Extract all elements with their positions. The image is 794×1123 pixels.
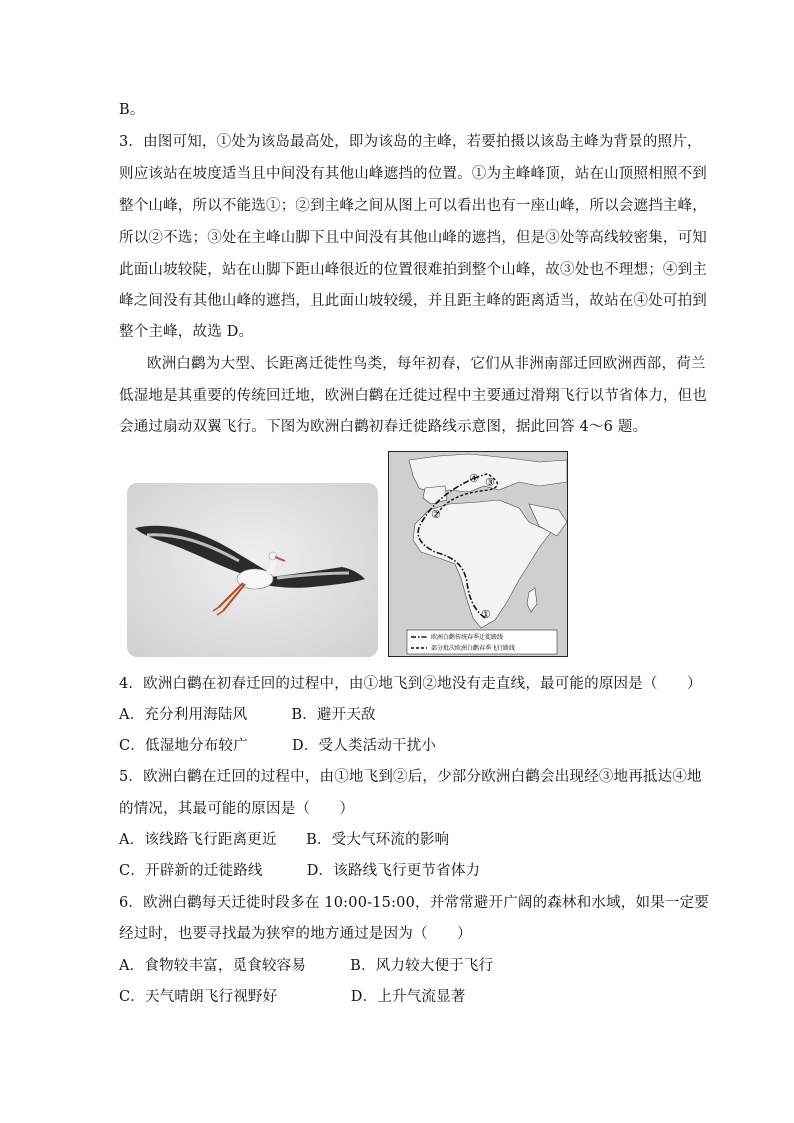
passage-line-3: 会通过扇动双翼飞行。下图为欧洲白鹳初春迁徙路线示意图，据此回答 4～6 题。 [119,419,648,435]
passage-line-2: 低湿地是其重要的传统回迁地，欧洲白鹳在迁徙过程中主要通过滑翔飞行以节省体力，但也 [119,388,707,404]
question-4-options-cd: C．低湿地分布较广 D．受人类活动干扰小 [119,738,437,754]
marker-4: ④ [469,472,479,485]
explanation-line-2: 则应该站在坡度适当且中间没有其他山峰遮挡的位置。①为主峰峰顶，站在山顶照相照不到 [119,166,707,182]
question-5-options-cd: C．开辟新的迁徙路线 D．该路线飞行更节省体力 [119,863,481,879]
stork-illustration [127,483,378,657]
legend-dashed-label: 部分批次欧洲白鹳春季飞行路线 [431,645,516,652]
explanation-line-4: 所以②不选；③处在主峰山脚下且中间没有其他山峰的遮挡，但是③处等高线较密集，可知 [119,230,707,246]
passage-line-1: 欧洲白鹳为大型、长距离迁徙性鸟类，每年初春，它们从非洲南部迁回欧洲西部，荷兰 [147,356,706,372]
question-6-line-1: 6．欧洲白鹳每天迁徙时段多在 10:00-15:00，并常常避开广阔的森林和水域，如果一定要 [119,895,710,911]
stork-photo [127,483,378,657]
marker-1: ① [481,608,491,621]
question-4-options-ab: A．充分利用海陆风 B．避开天敌 [119,707,376,723]
explanation-line-1: 3．由图可知，①处为该岛最高处，即为该岛的主峰，若要拍摄以该岛主峰为背景的照片， [119,134,702,150]
marker-3: ③ [485,476,495,489]
explanation-line-3: 整个山峰，所以不能选①；②到主峰之间从图上可以看出也有一座山峰，所以会遮挡主峰， [119,198,707,214]
explanation-line-5: 此面山坡较陡，站在山脚下距山峰很近的位置很难拍到整个山峰，故③处也不理想；④到主 [119,262,707,278]
question-6-options-cd: C．天气晴朗飞行视野好 D．上升气流显著 [119,989,466,1005]
explanation-line-7: 整个主峰，故选 D。 [119,324,254,340]
question-6-line-2: 经过时，也要寻找最为狭窄的地方通过是因为（ ） [119,926,472,942]
migration-map [388,451,568,657]
explanation-line-6: 峰之间没有其他山峰的遮挡，且此面山坡较缓，并且距主峰的距离适当，故站在④处可拍到 [119,293,707,309]
question-5-line-1: 5．欧洲白鹳在迁回的过程中，由①地飞到②后，少部分欧洲白鹳会出现经③地再抵达④地 [119,769,702,785]
question-6-options-ab: A．食物较丰富，觅食较容易 B．风力较大便于飞行 [119,958,494,974]
marker-2: ② [431,508,441,521]
question-5-line-2: 的情况，其最可能的原因是（ ） [119,801,355,817]
question-5-options-ab: A．该线路飞行距离更近 B．受大气环流的影响 [119,832,450,848]
migration-map-svg [389,452,567,656]
answer-fragment: B。 [119,102,145,118]
legend-solid-label: 欧洲白鹳传统春季迁徙路线 [431,634,504,641]
question-4: 4．欧洲白鹳在初春迁回的过程中，由①地飞到②地没有走直线，最可能的原因是（ ） [119,676,702,692]
